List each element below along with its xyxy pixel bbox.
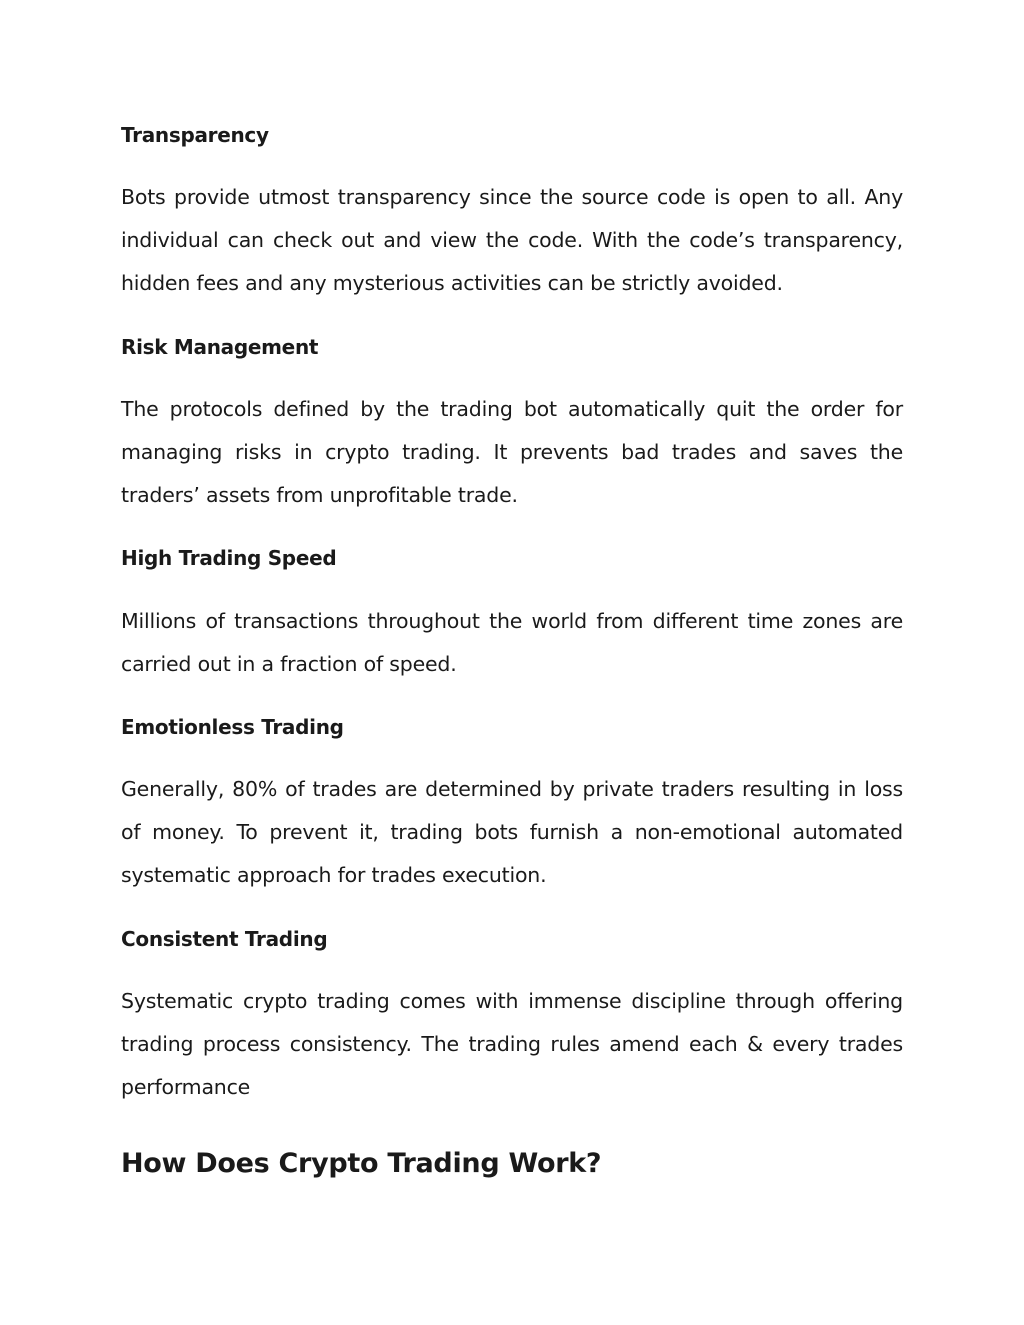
section-body-high-trading-speed: Millions of transactions throughout the world from different time zones are carried out in a fraction of speed.	[121, 609, 903, 676]
section-heading-emotionless-trading: Emotionless Trading	[121, 715, 344, 739]
main-heading: How Does Crypto Trading Work?	[121, 1148, 602, 1179]
section-heading-risk-management: Risk Management	[121, 335, 319, 359]
section-heading-consistent-trading: Consistent Trading	[121, 927, 328, 951]
section-heading-high-trading-speed: High Trading Speed	[121, 546, 337, 570]
section-body-risk-management: The protocols defined by the trading bot automatically quit the order for managing risks in crypto trading. It prevents bad trades and saves the traders’ assets from unprofitable trade.	[121, 397, 903, 507]
section-body-emotionless-trading: Generally, 80% of trades are determined by private traders resulting in loss of money. To prevent it, trading bots furnish a non-emotional automated systematic approach for trades execution.	[121, 777, 903, 887]
section-body-consistent-trading: Systematic crypto trading comes with immense discipline through offering trading process consistency. The trading rules amend each & every trades performance	[121, 989, 903, 1099]
section-heading-transparency: Transparency	[121, 123, 269, 147]
section-body-transparency: Bots provide utmost transparency since the source code is open to all. Any individual can check out and view the code. With the code’s transparency, hidden fees and any mysterious activities can be strictly avoided.	[121, 185, 903, 295]
